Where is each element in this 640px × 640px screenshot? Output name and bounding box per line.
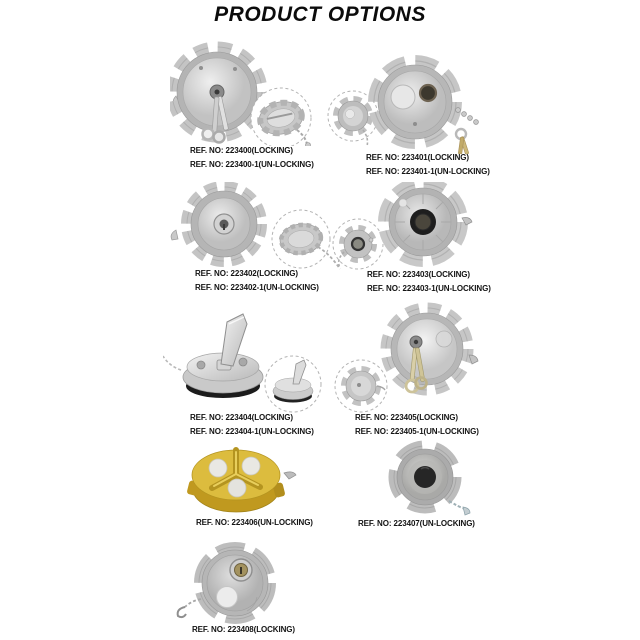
fuel-cap-photo-223400 [170, 40, 325, 146]
ref-label-locking: REF. NO: 223402(LOCKING) [195, 269, 298, 278]
ref-labels-223400 [190, 144, 314, 172]
product-cell-223400 [170, 40, 325, 170]
ref-labels-223407 [358, 517, 475, 531]
ref-labels-223408 [192, 623, 295, 637]
ref-labels-223405 [355, 411, 479, 439]
ref-label-unlocking: REF. NO: 223405-1(UN-LOCKING) [355, 427, 479, 436]
ref-label-unlocking: REF. NO: 223402-1(UN-LOCKING) [195, 283, 319, 292]
ref-label-locking: REF. NO: 223408(LOCKING) [192, 625, 295, 634]
ref-label-locking: REF. NO: 223404(LOCKING) [190, 413, 293, 422]
ref-label-unlocking: REF. NO: 223404-1(UN-LOCKING) [190, 427, 314, 436]
product-cell-223405 [330, 300, 482, 438]
ref-label-unlocking: REF. NO: 223400-1(UN-LOCKING) [190, 160, 314, 169]
fuel-cap-photo-223403 [330, 182, 482, 272]
ref-labels-223402 [195, 267, 319, 295]
ref-label-locking: REF. NO: 223403(LOCKING) [367, 270, 470, 279]
fuel-cap-photo-223408 [175, 540, 325, 626]
fuel-cap-photo-223401 [325, 42, 487, 154]
product-cell-223403 [330, 182, 491, 294]
ref-labels-223403 [367, 268, 491, 296]
product-cell-223406 [180, 443, 313, 529]
ref-label-unlocking: REF. NO: 223401-1(UN-LOCKING) [366, 167, 490, 176]
ref-labels-223404 [190, 411, 314, 439]
fuel-cap-photo-223406 [180, 443, 310, 519]
ref-label-locking: REF. NO: 223401(LOCKING) [366, 153, 469, 162]
ref-labels-223401 [366, 151, 490, 179]
fuel-cap-photo-223405 [330, 300, 482, 414]
product-cell-223404 [163, 300, 330, 438]
fuel-cap-photo-223402 [160, 182, 342, 270]
ref-label-unlocking: REF. NO: 223407(UN-LOCKING) [358, 519, 475, 528]
product-cell-223401 [325, 42, 490, 176]
ref-labels-223406 [196, 516, 313, 530]
ref-label-unlocking: REF. NO: 223403-1(UN-LOCKING) [367, 284, 491, 293]
fuel-cap-photo-223407 [355, 440, 487, 520]
ref-label-locking: REF. NO: 223400(LOCKING) [190, 146, 293, 155]
page-title: PRODUCT OPTIONS [214, 3, 426, 26]
product-cell-223402 [160, 182, 342, 294]
ref-label-unlocking: REF. NO: 223406(UN-LOCKING) [196, 518, 313, 527]
fuel-cap-photo-223404 [163, 300, 330, 414]
ref-label-locking: REF. NO: 223405(LOCKING) [355, 413, 458, 422]
product-cell-223408 [175, 540, 325, 636]
product-cell-223407 [355, 440, 487, 530]
